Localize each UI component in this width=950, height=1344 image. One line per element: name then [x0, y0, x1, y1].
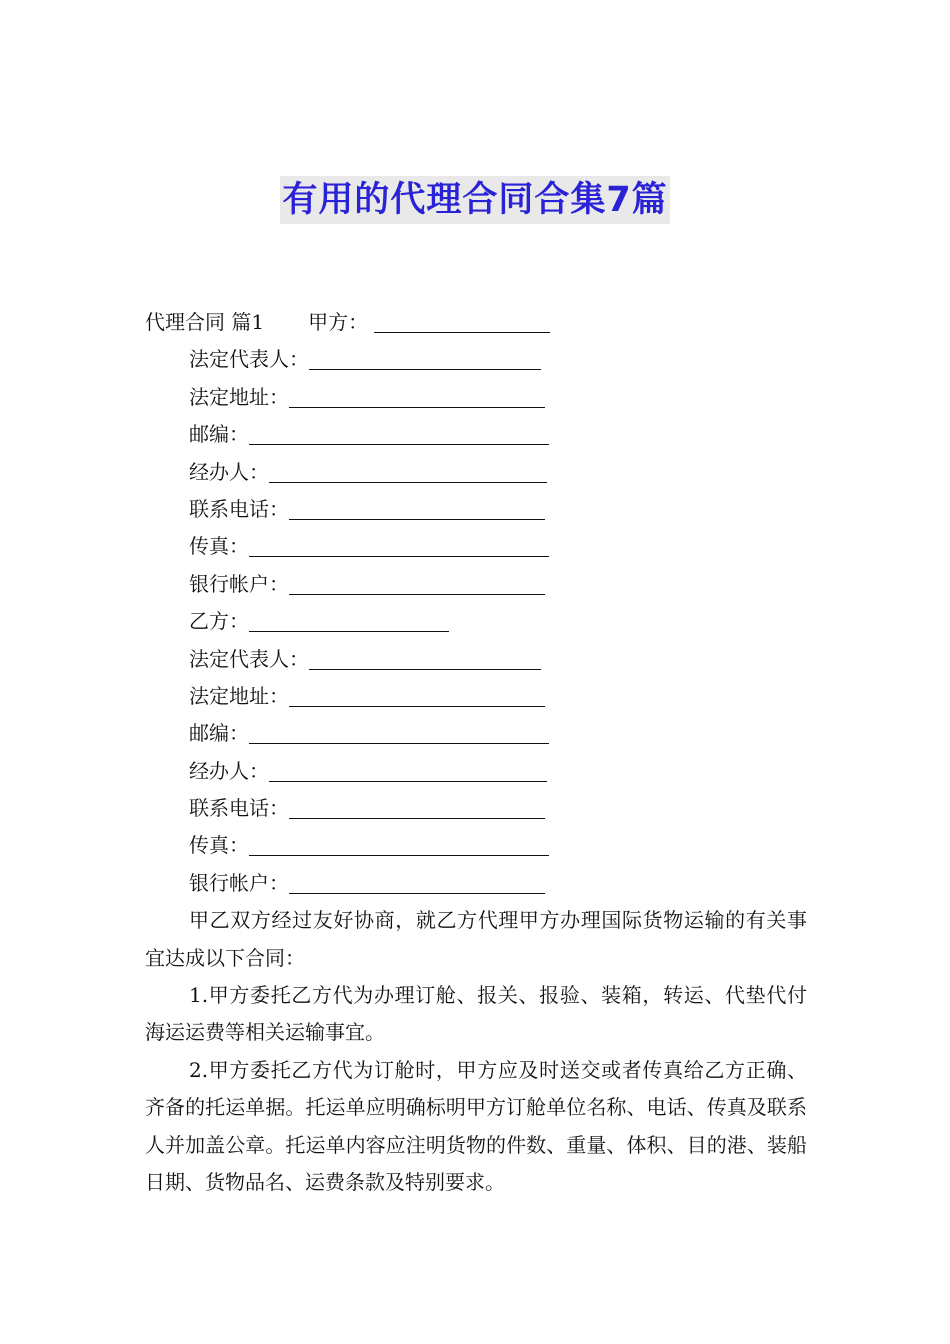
- party-b-fields: [145, 641, 807, 903]
- field-label: 联系电话：: [189, 496, 289, 521]
- field-label: 法定代表人：: [189, 347, 309, 372]
- field-label: 银行帐户：: [189, 870, 289, 895]
- field-line: [145, 341, 807, 378]
- party-b-line: [145, 603, 807, 640]
- field-label: 法定地址：: [189, 384, 289, 409]
- field-line: [145, 566, 807, 603]
- heading-line: [145, 304, 807, 341]
- field-label: 传真：: [189, 534, 249, 559]
- field-label: 邮编：: [189, 721, 249, 746]
- field-line: [145, 827, 807, 864]
- field-blank: [289, 796, 545, 819]
- field-blank: [249, 721, 549, 744]
- field-line: [145, 528, 807, 565]
- field-label: 经办人：: [189, 758, 269, 783]
- party-b-label: 乙方：: [189, 609, 249, 634]
- party-a-blank: [374, 310, 550, 333]
- field-blank: [289, 497, 545, 520]
- paragraph-clause-2: 2.甲方委托乙方代为订舱时，甲方应及时送交或者传真给乙方正确、齐备的托运单据。托运单应明确标明甲方订舱单位名称、电话、传真及联系人并加盖公章。托运单内容应注明货物的件数、重量、体积、目的港、装船日期、货物品名、运费条款及特别要求。: [145, 1057, 807, 1195]
- title-container: [0, 176, 950, 224]
- field-label: 法定代表人：: [189, 646, 309, 671]
- field-label: 联系电话：: [189, 796, 289, 821]
- field-line: [145, 678, 807, 715]
- field-blank: [289, 572, 545, 595]
- field-blank: [249, 534, 549, 557]
- field-line: [145, 379, 807, 416]
- field-label: 银行帐户：: [189, 571, 289, 596]
- document-title: 有用的代理合同合集7篇: [280, 176, 669, 224]
- field-blank: [249, 833, 549, 856]
- field-label: 法定地址：: [189, 683, 289, 708]
- field-line: [145, 865, 807, 902]
- field-blank: [309, 347, 541, 370]
- party-b-blank: [249, 609, 449, 632]
- field-line: [145, 454, 807, 491]
- field-blank: [269, 460, 547, 483]
- field-blank: [249, 422, 549, 445]
- party-a-label: 甲方：: [308, 310, 369, 334]
- field-line: [145, 790, 807, 827]
- section-heading: 代理合同 篇1: [145, 310, 265, 334]
- field-label: 传真：: [189, 833, 249, 858]
- field-blank: [309, 647, 541, 670]
- field-blank: [269, 759, 547, 782]
- field-blank: [289, 385, 545, 408]
- field-line: [145, 715, 807, 752]
- paragraph-clause-1: 1.甲方委托乙方代为办理订舱、报关、报验、装箱，转运、代垫代付海运运费等相关运输事宜。: [145, 983, 807, 1045]
- field-label: 经办人：: [189, 459, 269, 484]
- field-blank: [289, 684, 545, 707]
- paragraph-intro: 甲乙双方经过友好协商，就乙方代理甲方办理国际货物运输的有关事宜达成以下合同：: [145, 908, 807, 970]
- field-line: [145, 753, 807, 790]
- party-a-fields: [145, 341, 807, 603]
- field-line: [145, 641, 807, 678]
- field-line: [145, 416, 807, 453]
- contract-body: [145, 304, 807, 1202]
- field-blank: [289, 871, 545, 894]
- field-label: 邮编：: [189, 422, 249, 447]
- field-line: [145, 491, 807, 528]
